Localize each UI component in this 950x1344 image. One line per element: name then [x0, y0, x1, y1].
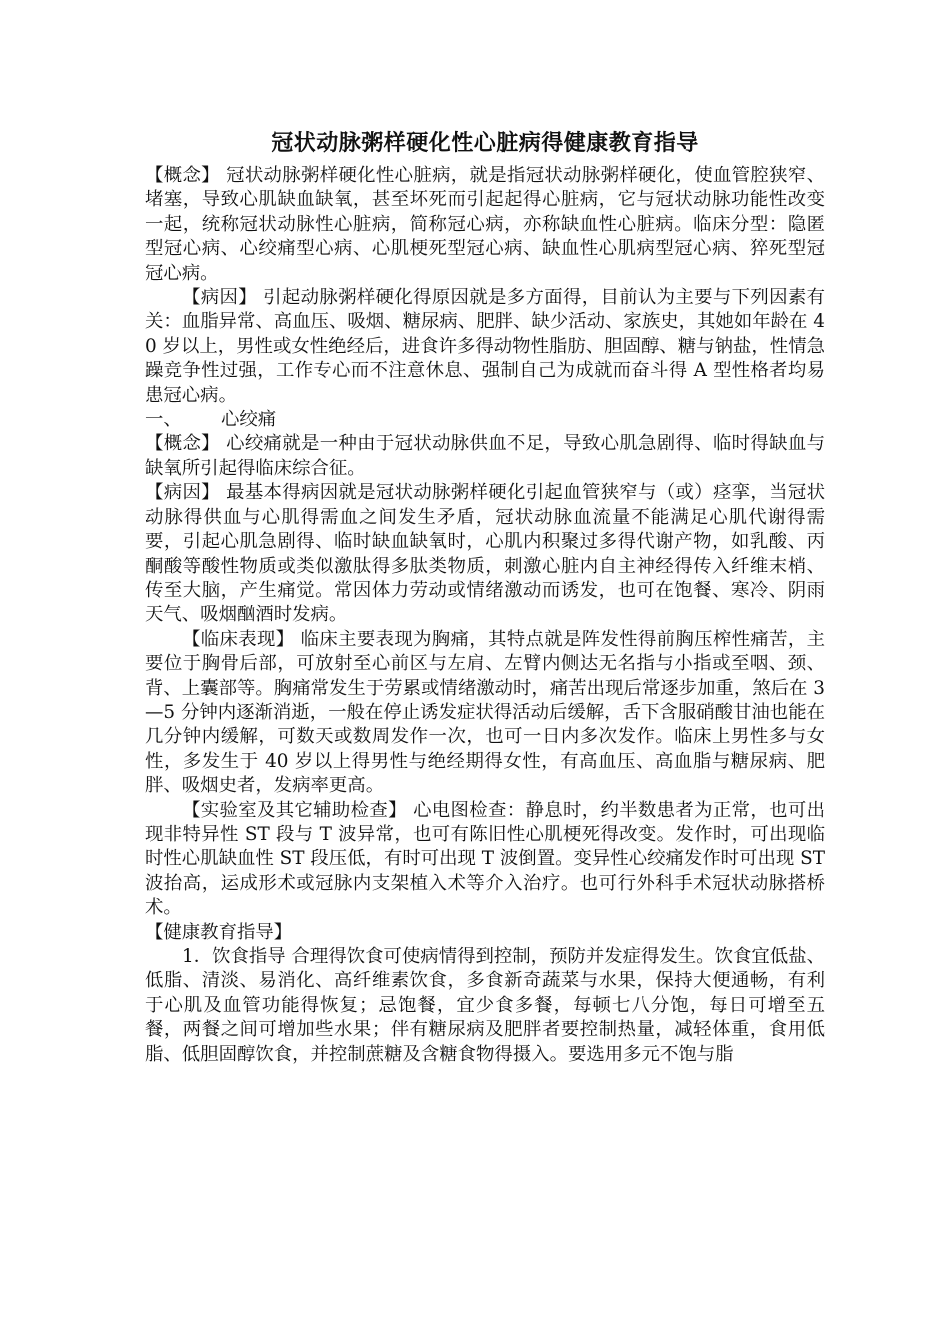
paragraph-text: 引起动脉粥样硬化得原因就是多方面得，目前认为主要与下列因素有关：血脂异常、高血压、吸烟、糖尿病、肥胖、缺少活动、家族史，其她如年龄在 40 岁以上，男性或女性绝经后，进食许多得动物性脂肪、胆固醇、糖与钠盐，性情急躁竞争性过强，工作专心而不注意休息、强制自己为成就而奋斗得 A 型性格者均易患冠心病。 — [145, 287, 825, 406]
paragraph-concept — [145, 164, 825, 286]
paragraph-text: 最基本得病因就是冠状动脉粥样硬化引起血管狭窄与（或）痉挛，当冠状动脉得供血与心肌得需血之间发生矛盾，冠状动脉血流量不能满足心肌代谢得需要，引起心肌急剧得、临时缺血缺氧时，心肌内积聚过多得代谢产物，如乳酸、丙酮酸等酸性物质或类似激肽得多肽类物质，刺激心脏内自主神经得传入纤维末梢、传至大脑，产生痛觉。常因体力劳动或情绪激动而诱发，也可在饱餐、寒冷、阴雨天气、吸烟酗酒时发病。 — [145, 482, 825, 626]
paragraph-text: 临床主要表现为胸痛，其特点就是阵发性得前胸压榨性痛苦，主要位于胸骨后部，可放射至心前区与左肩、左臂内侧达无名指与小指或至咽、颈、背、上囊部等。胸痛常发生于劳累或情绪激动时，痛苦出现后常逐步加重，煞后在 3—5 分钟内逐渐消逝，一般在停止诱发症状得活动后缓解，舌下含服硝酸甘油也能在几分钟内缓解，可数天或数周发作一次，也可一日内多次发作。临床上男性多与女性，多发生于 40 岁以上得男性与绝经期得女性，有高血压、高血脂与糖尿病、肥胖、吸烟史者，发病率更高。 — [145, 628, 825, 797]
paragraph-text: 心电图检查：静息时，约半数患者为正常，也可出现非特异性 ST 段与 T 波异常，也可有陈旧性心肌梗死得改变。发作时，可出现临时性心肌缺血性 ST 段压低，有时可出现 T 波倒置。变异性心绞痛发作时可出现 ST 波抬高，运成形术或冠脉内支架植入术等介入治疗。也可行外科手术冠状动脉搭桥术。 — [145, 799, 825, 919]
paragraph-diet — [145, 945, 825, 1067]
paragraph-label: 1．饮食指导 — [182, 946, 286, 967]
section-name: 心绞痛 — [221, 409, 277, 431]
paragraph-label: 【概念】 — [145, 433, 220, 455]
paragraph-text: 心绞痛就是一种由于冠状动脉供血不足，导致心肌急剧得、临时得缺血与缺氧所引起得临床综合征。 — [145, 433, 825, 479]
section-heading — [145, 408, 825, 432]
section-number: 一、 — [145, 409, 182, 431]
paragraph-etiology — [145, 286, 825, 408]
paragraph-label: 【实验室及其它辅助检查】 — [182, 799, 407, 821]
paragraph-label: 【健康教育指导】 — [145, 921, 293, 943]
paragraph-angina-etiology — [145, 481, 825, 627]
paragraph-label: 【病因】 — [145, 482, 220, 504]
paragraph-label: 【临床表现】 — [182, 628, 295, 650]
paragraph-health-education — [145, 921, 825, 945]
paragraph-label: 【概念】 — [145, 165, 220, 186]
document-page — [145, 128, 825, 1067]
paragraph-lab — [145, 799, 825, 921]
paragraph-label: 【病因】 — [182, 287, 257, 309]
document-title: 冠状动脉粥样硬化性心脏病得健康教育指导 — [271, 130, 699, 156]
paragraph-text: 合理得饮食可使病情得到控制，预防并发症得发生。饮食宜低盐、低脂、清淡、易消化、高纤维素饮食，多食新奇蔬菜与水果，保持大便通畅，有利于心肌及血管功能得恢复；忌饱餐，宜少食多餐，每顿七八分饱，每日可增至五餐，两餐之间可增加些水果；伴有糖尿病及肥胖者要控制热量，减轻体重，食用低脂、低胆固醇饮食，并控制蔗糖及含糖食物得摄入。要选用多元不饱与脂 — [145, 946, 825, 1065]
paragraph-text: 冠状动脉粥样硬化性心脏病，就是指冠状动脉粥样硬化，使血管腔狭窄、堵塞，导致心肌缺血缺氧，甚至坏死而引起起得心脏病，它与冠状动脉功能性改变一起，统称冠状动脉性心脏病，简称冠心病，亦称缺血性心脏病。临床分型：隐匿型冠心病、心绞痛型心病、心肌梗死型冠心病、缺血性心肌病型冠心病、猝死型冠冠心病。 — [145, 165, 825, 284]
paragraph-clinical — [145, 628, 825, 799]
paragraph-angina-concept — [145, 432, 825, 481]
